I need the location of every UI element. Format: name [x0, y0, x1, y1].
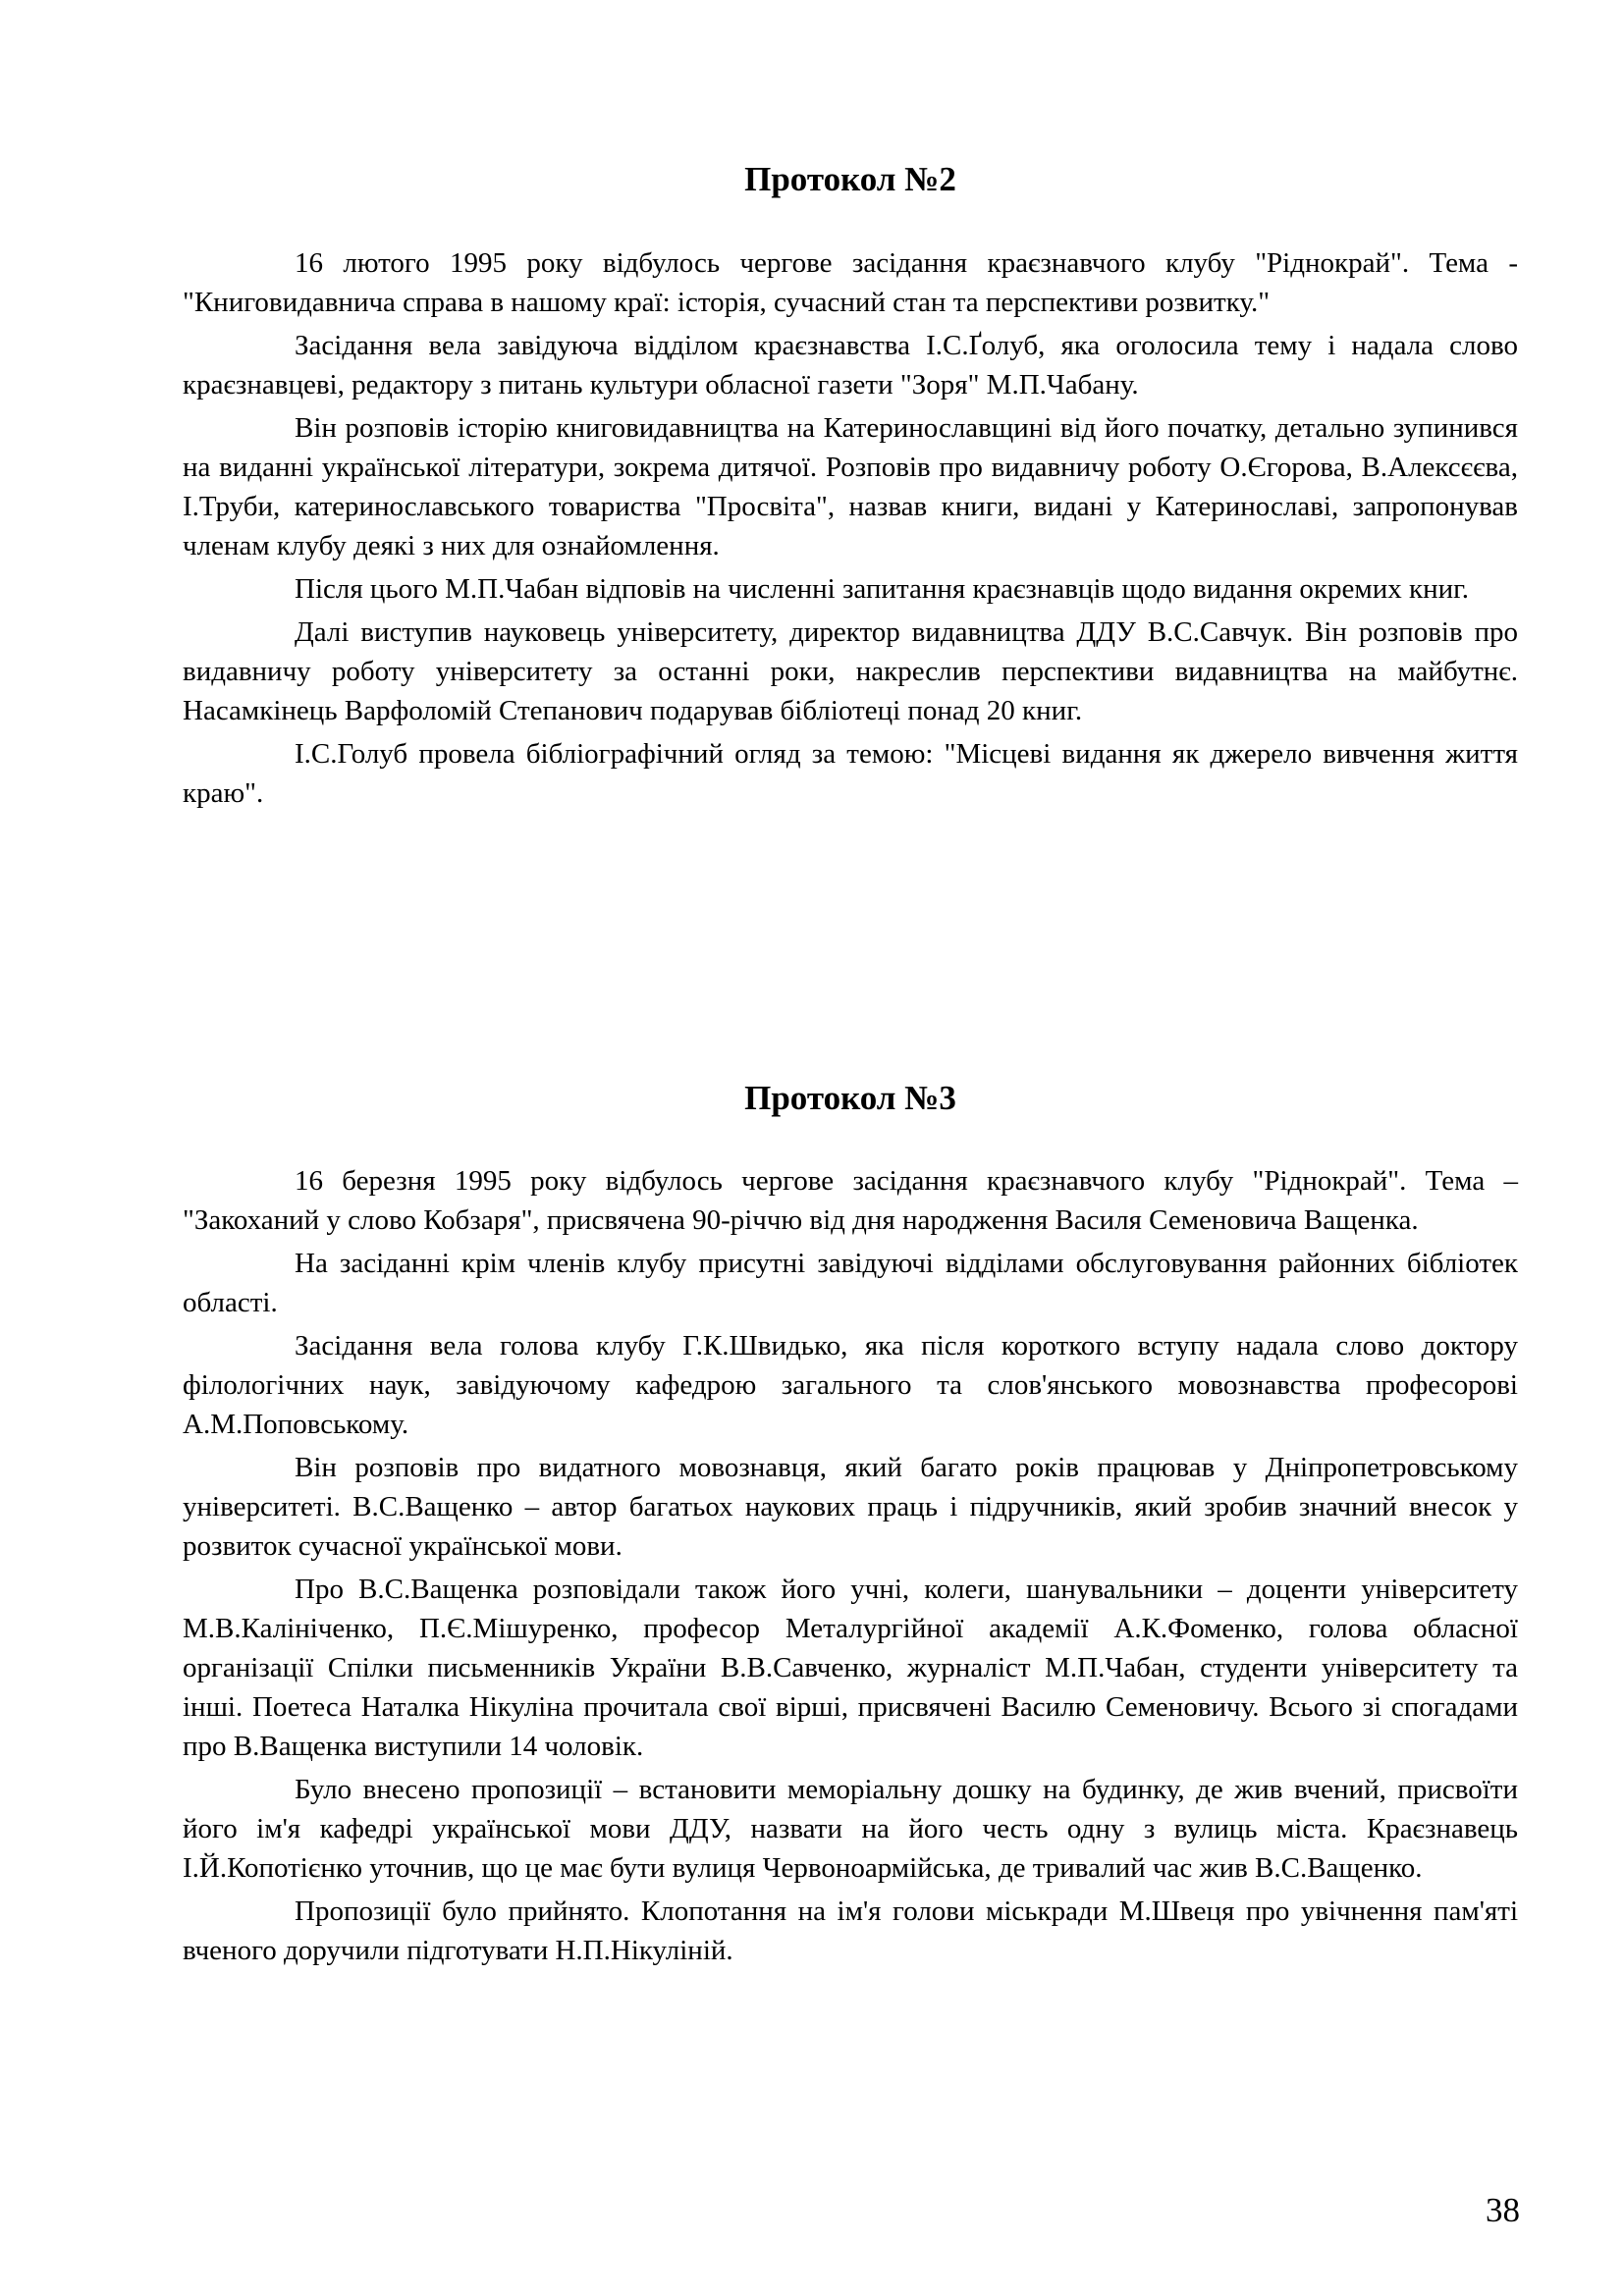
paragraph: 16 лютого 1995 року відбулось чергове засідання краєзнавчого клубу "Ріднокрай". Тема - "Книговидавнича справа в нашому краї: історія, сучасний стан та перспективи розвитку." [183, 247, 1518, 318]
paragraph: Він розповів про видатного мовознавця, який багато років працював у Дніпропетровському університеті. В.С.Ващенко – автор багатьох наукових праць і підручників, який зробив значний внесок у розвиток сучасної української мови. [183, 1452, 1518, 1562]
page-number: 38 [1486, 2191, 1520, 2229]
protocol-3-title: Протокол №3 [744, 1079, 956, 1117]
paragraph: Про В.С.Ващенка розповідали також його учні, колеги, шанувальники – доценти університету М.В.Калініченко, П.Є.Мішуренко, професор Металургійної академії А.К.Фоменко, голова обласної організації Спілки письменників України В.В.Савченко, журналіст М.П.Чабан, студенти університету та інші. Поетеса Наталка Нікуліна прочитала свої вірші, присвячені Василю Семеновичу. Всього зі спогадами про В.Ващенка виступили 14 чоловік. [183, 1574, 1518, 1762]
protocol-2-body [183, 243, 1518, 817]
paragraph: На засіданні крім членів клубу присутні завідуючі відділами обслуговування районних бібліотек області. [183, 1248, 1518, 1318]
paragraph: Далі виступив науковець університету, директор видавництва ДДУ В.С.Савчук. Він розповів про видавничу роботу університету за останні роки, накреслив перспективи видавництва на майбутнє. Насамкінець Варфоломій Степанович подарував бібліотеці понад 20 книг. [183, 616, 1518, 726]
paragraph: 16 березня 1995 року відбулось чергове засідання краєзнавчого клубу "Ріднокрай". Тема – "Закоханий у слово Кобзаря", присвячена 90-річчю від дня народження Василя Семеновича Ващенка. [183, 1165, 1518, 1236]
protocol-3-body [183, 1161, 1518, 1974]
paragraph: І.С.Голуб провела бібліографічний огляд за темою: "Місцеві видання як джерело вивчення життя краю". [183, 738, 1518, 809]
protocol-2-title: Протокол №2 [744, 160, 956, 198]
paragraph: Засідання вела завідуюча відділом краєзнавства І.С.Ґолуб, яка оголосила тему і надала слово краєзнавцеві, редактору з питань культури обласної газети "Зоря" М.П.Чабану. [183, 330, 1518, 400]
paragraph: Засідання вела голова клубу Г.К.Швидько, яка після короткого вступу надала слово доктору філологічних наук, завідуючому кафедрою загального та слов'янського мовознавства професорові А.М.Поповському. [183, 1330, 1518, 1440]
paragraph: Він розповів історію книговидавництва на Катеринославщині від його початку, детально зупинився на виданні української літератури, зокрема дитячої. Розповів про видавничу роботу О.Єгорова, В.Алексєєва, І.Труби, катеринославського товариства "Просвіта", назвав книги, видані у Катеринославі, запропонував членам клубу деякі з них для ознайомлення. [183, 412, 1518, 561]
paragraph: Було внесено пропозиції – встановити меморіальну дошку на будинку, де жив вчений, присвоїти його ім'я кафедрі української мови ДДУ, назвати на його честь одну з вулиць міста. Краєзнавець І.Й.Копотієнко уточнив, що це має бути вулиця Червоноармійська, де тривалий час жив В.С.Ващенко. [183, 1774, 1518, 1884]
paragraph: Пропозиції було прийнято. Клопотання на ім'я голови міськради М.Швеця про увічнення пам'яті вченого доручили підготувати Н.П.Нікуліній. [183, 1896, 1518, 1966]
paragraph: Після цього М.П.Чабан відповів на численні запитання краєзнавців щодо видання окремих книг. [295, 573, 1469, 605]
